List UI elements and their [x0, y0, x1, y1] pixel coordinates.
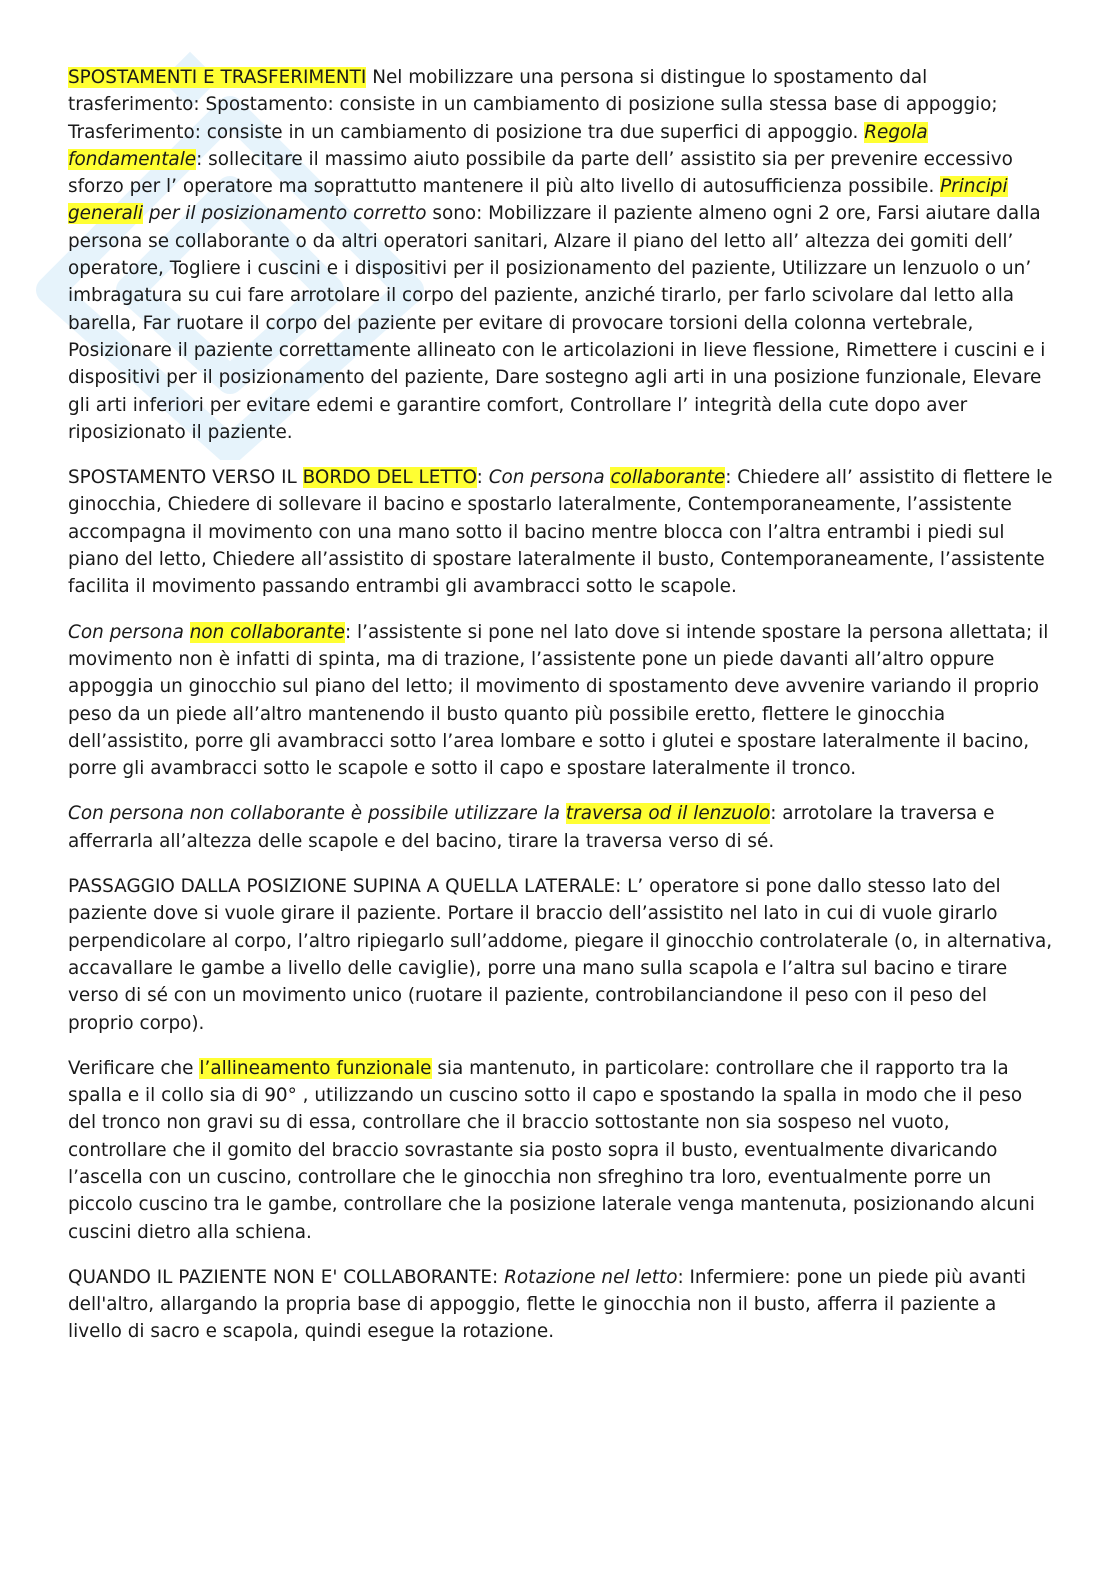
text-segment: QUANDO IL PAZIENTE NON E' COLLABORANTE: [68, 1266, 505, 1288]
text-segment: sono: Mobilizzare il paziente almeno ogni 2 ore, Farsi aiutare dalla persona se collaborante o da altri operatori sanitari, Alzare il piano del letto all’ altezza dei gomiti dell’ operatore, Togliere i cuscini e i dispositivi per il posizionamento del paziente, Utilizzare un lenzuolo o un’ imbragatura su cui fare arrotolare il corpo del paziente, anziché tirarlo, per farlo scivolare dal letto alla barella, Far ruotare il corpo del paziente per evitare di provocare torsioni della colonna vertebrale, Posizionare il paziente correttamente allineato con le articolazioni in lieve flessione, Rimettere i cuscini e i dispositivi per il posizionamento del paziente, Dare sostegno agli arti in una posizione funzionale, Elevare gli arti inferiori per evitare edemi e garantire comfort, Controllare l’ integrità della cute dopo aver riposizionato il paziente. [68, 203, 1046, 443]
text-segment: : arrotolare la traversa e afferrarla all’altezza delle scapole e del bacino, tirare la traversa verso di sé. [68, 803, 995, 852]
paragraph-paziente-non-collaborante [68, 1264, 1053, 1346]
highlight-bordo-del-letto: BORDO DEL LETTO [302, 467, 477, 489]
italic-segment: Con persona non collaborante è possibile utilizzare la [68, 803, 566, 825]
italic-segment: Con persona [488, 467, 611, 489]
italic-rotazione-nel-letto: Rotazione nel letto [504, 1266, 678, 1288]
document-body [68, 64, 1053, 1364]
text-segment: : Chiedere all’ assistito di flettere le ginocchia, Chiedere di sollevare il bacino e spostarlo lateralmente, Contemporaneamente, l’assistente accompagna il movimento con una mano sotto il bacino mentre blocca con l’altra entrambi i piedi sul piano del letto, Chiedere all’assistito di spostare lateralmente il busto, Contemporaneamente, l’assistente facilita il movimento passando entrambi gli avambracci sotto le scapole. [68, 467, 1053, 598]
text-segment: sia mantenuto, in particolare: controllare che il rapporto tra la spalla e il collo sia di 90° , utilizzando un cuscino sotto il capo e spostando la spalla in modo che il peso del tronco non gravi su di essa, controllare che il braccio sottostante non sia sospeso nel vuoto, controllare che il gomito del braccio sovrastante sia posto sopra il busto, eventualmente divaricando l’ascella con un cuscino, controllare che le ginocchia non sfreghino tra loro, eventualmente porre un piccolo cuscino tra le gambe, controllare che la posizione laterale venga mantenuta, posizionando alcuni cuscini dietro alla schiena. [68, 1057, 1035, 1243]
paragraph-passaggio-supina-laterale [68, 873, 1053, 1037]
highlight-allineamento-funzionale: l’allineamento funzionale [199, 1057, 432, 1079]
paragraph-bordo-del-letto [68, 464, 1053, 600]
text-segment: PASSAGGIO DALLA POSIZIONE SUPINA A QUELLA LATERALE: L’ operatore si pone dallo stesso lato del paziente dove si vuole girare il paziente. Portare il braccio dell’assistito nel lato in cui di vuole girarlo perpendicolare al corpo, l’altro ripiegarlo sull’addome, piegare il ginocchio controlaterale (o, in alternativa, accavallare le gambe a livello delle caviglie), porre una mano sulla scapola e l’altra sul bacino e tirare verso di sé con un movimento unico (ruotare il paziente, controbilanciandone il peso con il peso del proprio corpo). [68, 876, 1053, 1034]
italic-segment: Con persona [68, 621, 190, 643]
text-segment: : sollecitare il massimo aiuto possibile da parte dell’ assistito sia per prevenire eccessivo sforzo per l’ operatore ma soprattutto mantenere il più alto livello di autosufficienza possibile. [68, 148, 1013, 198]
paragraph-allineamento-funzionale [68, 1055, 1053, 1246]
highlight-collaborante: collaborante [610, 467, 726, 489]
text-segment: Verificare che [68, 1057, 200, 1079]
highlight-heading-spostamenti: SPOSTAMENTI E TRASFERIMENTI [68, 67, 367, 88]
highlight-non-collaborante: non collaborante [189, 621, 345, 643]
text-segment: : Infermiere: pone un piede più avanti dell'altro, allargando la propria base di appoggio, flette le ginocchia non il busto, afferra il paziente a livello di sacro e scapola, quindi esegue la rotazione. [68, 1266, 1026, 1343]
text-segment: SPOSTAMENTO VERSO IL [68, 467, 303, 489]
italic-segment: per il posizionamento corretto [143, 203, 427, 225]
highlight-traversa: traversa od il lenzuolo [565, 803, 771, 825]
text-segment: Nel mobilizzare una persona si distingue lo spostamento dal trasferimento: Spostamento: consiste in un cambiamento di posizione sulla stessa base di appoggio; Trasferimento: consiste in un cambiamento di posizione tra due superfici di appoggio. [68, 67, 998, 143]
text-segment: : l’assistente si pone nel lato dove si intende spostare la persona allettata; il movimento non è infatti di spinta, ma di trazione, l’assistente pone un piede davanti all’altro oppure appoggia un ginocchio sul piano del letto; il movimento di spostamento deve avvenire variando il proprio peso da un piede all’altro mantenendo il busto quanto più possibile eretto, flettere le ginocchia dell’assistito, porre gli avambracci sotto l’area lombare e sotto i glutei e spostare lateralmente il bacino, porre gli avambracci sotto le scapole e sotto il capo e spostare lateralmente il tronco. [68, 621, 1049, 780]
highlight-principi-generali: Principi generali [68, 176, 1008, 225]
paragraph-traversa [68, 800, 1053, 855]
paragraph-non-collaborante [68, 619, 1053, 783]
text-segment: : [476, 467, 489, 489]
paragraph-spostamenti-trasferimenti [68, 64, 1053, 446]
highlight-regola-fondamentale: Regola fondamentale [68, 121, 928, 170]
